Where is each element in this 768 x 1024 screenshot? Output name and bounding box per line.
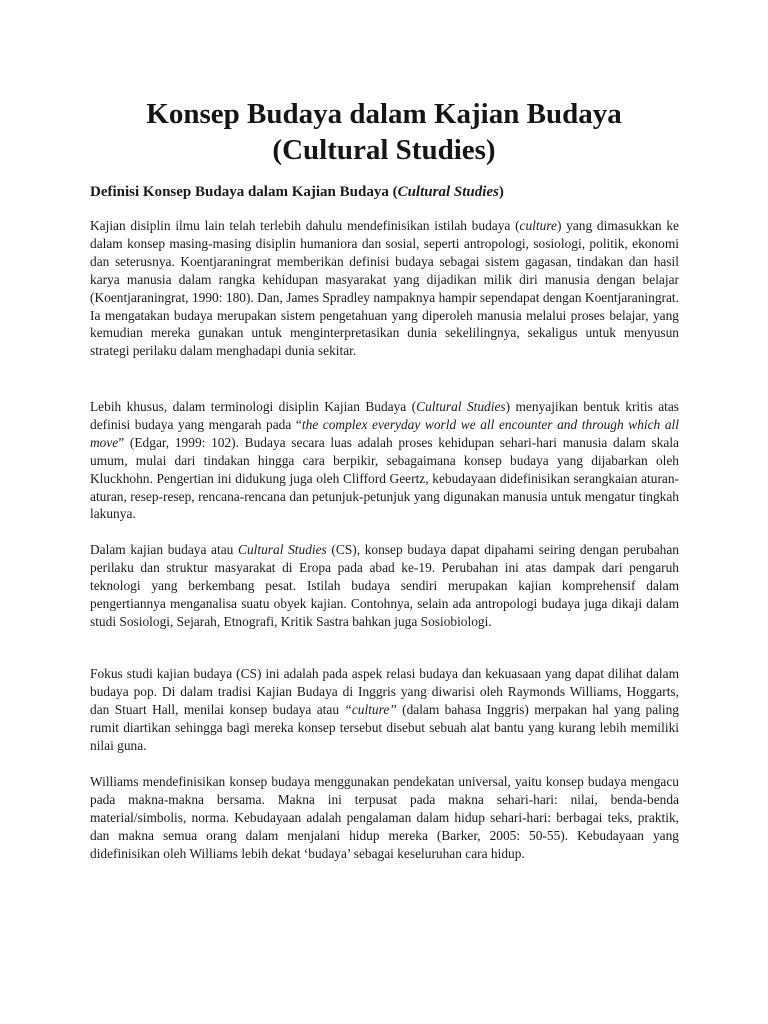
paragraph-2 — [90, 398, 679, 523]
paragraph-1-run-3: ) yang dimasukkan ke dalam konsep masing-masing disiplin humaniora dan sosial, seperti antropologi, sosiologi, politik, ekonomi dan seterusnya. Koentjaraningrat memberikan definisi budaya sebagai sistem gagasan, tindakan dan hasil karya manusia dalam rangka kehidupan masyarakat yang dijadikan milik diri manusia dengan belajar (Koentjaraningrat, 1990: 180). Dan, James Spradley nampaknya hampir sependapat dengan Koentjaraningrat. Ia mengatakan budaya merupakan sistem pengetahuan yang diperoleh manusia melalui proses belajar, yang kemudian mereka gunakan untuk menginterpretasikan dunia sekelilingnya, sekaligus untuk menyusun strategi perilaku dalam menghadapi dunia sekitar. — [90, 218, 679, 359]
paragraph-2-run-5: ” (Edgar, 1999: 102). Budaya secara luas adalah proses kehidupan sehari-hari manusia dalam skala umum, mulai dari tindakan hingga cara berpikir, sebagaimana konsep budaya yang dijabarkan oleh Kluckhohn. Pengertian ini didukung juga oleh Clifford Geertz, kebudayaan didefinisikan serangkaian aturan-aturan, resep-resep, rencana-rencana dan petunjuk-petunjuk yang digunakan manusia untuk mengatur tingkah lakunya. — [90, 434, 679, 522]
paragraph-3 — [90, 541, 679, 631]
section-heading — [90, 182, 690, 202]
paragraph-2-run-4: the complex everyday world we all encounter and through which all move — [90, 416, 679, 450]
paragraph-3-run-3: (CS), konsep budaya dapat dipahami seiring dengan perubahan perilaku dan struktur masyarakat di Eropa pada abad ke-19. Perubahan ini atas dampak dari pengaruh teknologi yang berkembang pesat. Istilah budaya sendiri merupakan kajian komprehensif dalam pengertiannya menganalisa suatu obyek kajian. Contohnya, selain ada antropologi budaya juga dikaji dalam studi Sosiologi, Sejarah, Etnografi, Kritik Sastra bahkan juga Sosiobiologi. — [90, 542, 679, 629]
section-heading-italic: Cultural Studies — [397, 184, 499, 200]
paragraph-4-run-2: “culture” — [344, 701, 397, 717]
paragraph-4-run-1: Fokus studi kajian budaya (CS) ini adalah pada aspek relasi budaya dan kekuasaan yang dapat dilihat dalam budaya pop. Di dalam tradisi Kajian Budaya di Inggris yang diwarisi oleh Raymonds Williams, Hoggarts, dan Stuart Hall, menilai konsep budaya atau — [90, 666, 679, 717]
document-title-line-2: (Cultural Studies) — [272, 134, 496, 166]
paragraph-2-run-3: ) menyajikan bentuk kritis atas definisi budaya yang mengarah pada “ — [90, 399, 680, 432]
section-heading-close: ) — [498, 184, 504, 200]
paragraph-2-run-2: Cultural Studies — [416, 399, 506, 414]
document-title-line-1: Konsep Budaya dalam Kajian Budaya — [146, 98, 622, 130]
paragraph-4 — [90, 665, 679, 755]
paragraph-2-run-1: Lebih khusus, dalam terminologi disiplin Kajian Budaya ( — [90, 399, 417, 414]
paragraph-4-run-3: (dalam bahasa Inggris) merpakan hal yang paling rumit diartikan sehingga bagi mereka konsep tersebut disebut sebuah alat bantu yang kurang lebih memiliki nilai guna. — [90, 701, 679, 753]
paragraph-5-run-1: Williams mendefinisikan konsep budaya menggunakan pendekatan universal, yaitu konsep budaya mengacu pada makna-makna bersama. Makna ini terpusat pada makna sehari-hari: nilai, benda-benda material/simbolis, norma. Kebudayaan adalah pengalaman dalam hidup sehari-hari: berbagai teks, praktik, dan makna semua orang dalam menjalani hidup mereka (Barker, 2005: 50-55). Kebudayaan yang didefinisikan oleh Williams lebih dekat ‘budaya’ sebagai keseluruhan cara hidup. — [90, 774, 679, 861]
paragraph-3-run-2: Cultural Studies — [238, 542, 327, 557]
document-title — [60, 96, 708, 168]
paragraph-1 — [90, 217, 679, 360]
paragraph-1-run-1: Kajian disiplin ilmu lain telah terlebih dahulu mendefinisikan istilah budaya ( — [90, 218, 520, 233]
paragraph-3-run-1: Dalam kajian budaya atau — [90, 542, 239, 557]
section-heading-text: Definisi Konsep Budaya dalam Kajian Budaya ( — [90, 184, 398, 200]
paragraph-5 — [90, 773, 679, 863]
paragraph-1-run-2: culture — [519, 218, 557, 233]
